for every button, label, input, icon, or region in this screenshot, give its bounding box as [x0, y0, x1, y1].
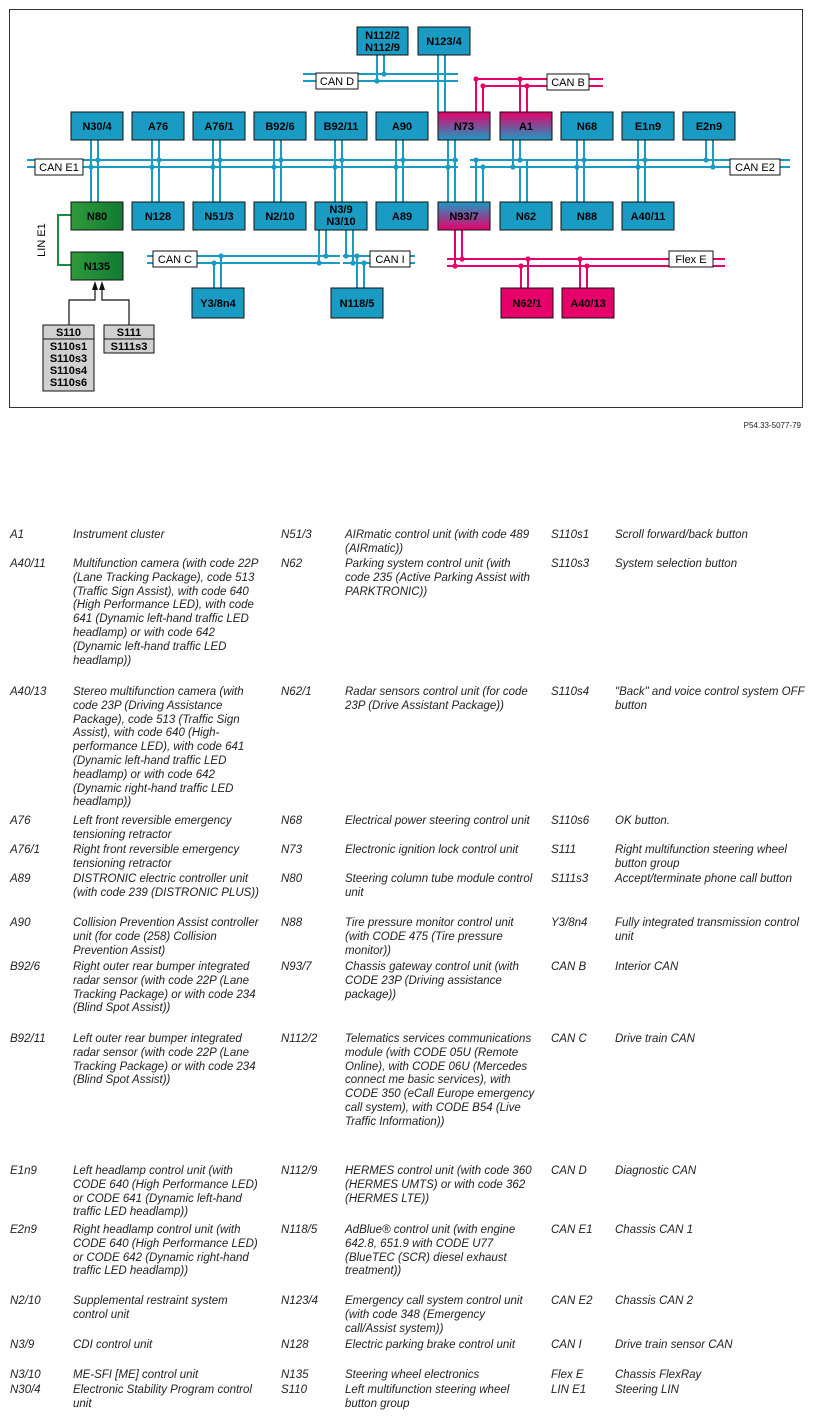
svg-text:CAN D: CAN D [319, 76, 355, 88]
legend-code: E1n9 [10, 1165, 37, 1177]
legend-desc: Collision Prevention Assist controller unit (for code (258) Collision Prevention Assist) [73, 917, 259, 957]
svg-text:A40/11: A40/11 [630, 211, 666, 223]
legend-code: N62/1 [281, 686, 312, 698]
legend-code: CAN I [551, 1339, 582, 1351]
legend-desc: Left front reversible emergency tensioning retractor [73, 815, 232, 841]
svg-text:N123/4: N123/4 [426, 36, 462, 48]
legend-desc: Supplemental restraint system control unit [73, 1295, 228, 1321]
svg-text:N112/9: N112/9 [365, 42, 400, 54]
legend-desc: Steering column tube module control unit [345, 873, 533, 899]
legend-desc: System selection button [615, 558, 738, 570]
legend-code: N118/5 [281, 1224, 318, 1236]
svg-text:Y3/8n4: Y3/8n4 [200, 298, 236, 310]
legend-code: N112/9 [281, 1165, 318, 1177]
legend-code: CAN E2 [551, 1295, 593, 1307]
bus-label-lin-e1: LIN E1 [36, 223, 48, 257]
legend-code: N62 [281, 558, 303, 570]
legend-desc: Left multifunction steering wheel button group [345, 1384, 510, 1410]
legend-desc: Tire pressure monitor control unit (with CODE 475 (Tire pressure monitor)) [345, 917, 514, 957]
svg-text:N3/10: N3/10 [326, 216, 356, 228]
svg-text:N93/7: N93/7 [449, 211, 479, 223]
legend-code: A40/13 [10, 686, 47, 698]
legend-desc: Right multifunction steering wheel button group [615, 844, 787, 870]
svg-text:N2/10: N2/10 [265, 211, 295, 223]
legend-desc: Drive train CAN [615, 1033, 695, 1045]
svg-text:CAN E2: CAN E2 [735, 162, 775, 174]
svg-text:S111: S111 [116, 327, 142, 339]
legend-desc: Diagnostic CAN [615, 1165, 697, 1177]
legend-desc: AIRmatic control unit (with code 489 (AIRmatic)) [345, 529, 530, 555]
legend-desc: Drive train sensor CAN [615, 1339, 733, 1351]
legend-desc: Instrument cluster [73, 529, 165, 541]
legend-code: N80 [281, 873, 303, 885]
legend-desc: Emergency call system control unit (with code 348 (Emergency call/Assist system)) [345, 1295, 523, 1335]
legend-desc: Parking system control unit (with code 235 (Active Parking Assist with PARKTRONIC)) [345, 558, 530, 598]
legend-code: A90 [10, 917, 31, 929]
svg-text:N62: N62 [515, 211, 537, 223]
legend-desc: Fully integrated transmission control unit [615, 917, 800, 943]
legend-desc: Accept/terminate phone call button [615, 873, 793, 885]
legend-desc: Right outer rear bumper integrated radar sensor (with code 22P (Lane Tracking Package) or with code 234 (Blind Spot Assist)) [73, 961, 256, 1015]
legend-code: LIN E1 [551, 1384, 587, 1396]
legend-desc: Chassis FlexRay [615, 1369, 702, 1381]
svg-text:N3/9: N3/9 [329, 204, 353, 216]
legend-code: N112/2 [281, 1033, 318, 1045]
legend-desc: HERMES control unit (with code 360 (HERMES UMTS) or with code 362 (HERMES LTE)) [345, 1165, 532, 1205]
legend-desc: Chassis gateway control unit (with CODE 23P (Driving assistance package)) [345, 961, 519, 1001]
legend-code: N30/4 [10, 1384, 41, 1396]
legend-code: N3/9 [10, 1339, 35, 1351]
svg-text:A40/13: A40/13 [570, 298, 606, 310]
legend-code: Flex E [551, 1369, 584, 1381]
svg-text:A76: A76 [147, 121, 169, 133]
legend-code: N128 [281, 1339, 309, 1351]
svg-text:S110s6: S110s6 [49, 377, 88, 389]
legend-code: S110 [281, 1384, 308, 1396]
legend-code: N88 [281, 917, 303, 929]
svg-text:N73: N73 [453, 121, 475, 133]
legend-desc: Multifunction camera (with code 22P (Lane Tracking Package), code 513 (Traffic Sign Assist), with code 640 (High Performance LED), with code 641 (Dynamic left-hand traffic LED headlamp) or with code 642 (Dynamic left-hand traffic LED headlamp)) [73, 558, 258, 667]
legend-desc: OK button. [615, 815, 670, 827]
svg-text:S111s3: S111s3 [110, 341, 148, 353]
svg-text:A90: A90 [391, 121, 413, 133]
legend-code: S110s1 [551, 529, 590, 541]
legend-code: N2/10 [10, 1295, 41, 1307]
svg-text:N30/4: N30/4 [82, 121, 112, 133]
legend-desc: Left headlamp control unit (with CODE 640 (High Performance LED) or CODE 641 (Dynamic left-hand traffic LED headlamp)) [73, 1165, 258, 1219]
svg-text:B92/6: B92/6 [265, 121, 295, 133]
svg-text:CAN C: CAN C [157, 254, 193, 266]
legend-desc: AdBlue® control unit (with engine 642.8, 651.9 with CODE U77 (BlueTEC (SCR) diesel exhaust treatment)) [345, 1224, 516, 1278]
legend-code: S110s4 [551, 686, 590, 698]
svg-text:S110s3: S110s3 [49, 353, 88, 365]
svg-text:A89: A89 [391, 211, 413, 223]
legend-code: B92/11 [10, 1033, 46, 1045]
svg-text:S110s4: S110s4 [49, 365, 88, 377]
legend-desc: Right front reversible emergency tensioning retractor [73, 844, 240, 870]
legend-desc: Radar sensors control unit (for code 23P (Drive Assistant Package)) [345, 686, 528, 712]
legend-code: N123/4 [281, 1295, 319, 1307]
svg-text:CAN I: CAN I [375, 254, 405, 266]
legend-desc: Electrical power steering control unit [345, 815, 530, 827]
legend-code: CAN B [551, 961, 587, 973]
legend-code: N3/10 [10, 1369, 41, 1381]
legend-desc: Steering wheel electronics [345, 1369, 480, 1381]
legend-desc: Interior CAN [615, 961, 679, 973]
svg-text:E1n9: E1n9 [634, 121, 662, 133]
legend-code: S110s6 [551, 815, 590, 827]
legend-desc: Left outer rear bumper integrated radar sensor (with code 22P (Lane Tracking Package) or with code 234 (Blind Spot Assist)) [73, 1033, 256, 1087]
legend-code: N93/7 [281, 961, 312, 973]
svg-text:A76/1: A76/1 [204, 121, 234, 133]
legend-desc: Right headlamp control unit (with CODE 640 (High Performance LED) or CODE 642 (Dynamic right-hand traffic LED headlamp)) [73, 1224, 258, 1278]
legend-code: N51/3 [281, 529, 312, 541]
legend-desc: Chassis CAN 1 [615, 1224, 693, 1236]
svg-text:N135: N135 [83, 261, 111, 273]
legend-code: Y3/8n4 [551, 917, 588, 929]
legend-code: S111 [551, 844, 577, 856]
legend-desc: ME-SFI [ME] control unit [73, 1369, 199, 1381]
svg-text:Flex E: Flex E [675, 254, 707, 266]
legend-code: CAN E1 [551, 1224, 593, 1236]
legend-desc: DISTRONIC electric controller unit (with code 239 (DISTRONIC PLUS)) [73, 873, 259, 899]
svg-text:S110: S110 [55, 327, 82, 339]
legend-desc: Scroll forward/back button [615, 529, 748, 541]
legend-code: A40/11 [10, 558, 46, 570]
svg-text:N51/3: N51/3 [204, 211, 234, 223]
legend-desc: Electric parking brake control unit [345, 1339, 516, 1351]
svg-text:N68: N68 [576, 121, 598, 133]
svg-text:S110s1: S110s1 [49, 341, 88, 353]
legend-code: E2n9 [10, 1224, 37, 1236]
svg-text:A1: A1 [518, 121, 534, 133]
legend-code: B92/6 [10, 961, 41, 973]
svg-text:N88: N88 [576, 211, 598, 223]
legend-code: CAN D [551, 1165, 587, 1177]
svg-text:B92/11: B92/11 [323, 121, 359, 133]
legend-desc: Telematics services communications module (with CODE 05U (Remote Online), with CODE 06U (Mercedes connect me basic services), with CODE 350 (eCall Europe emergency call system), with CODE B54 (Live Traffic Information)) [345, 1033, 535, 1128]
legend-code: A76/1 [10, 844, 41, 856]
legend-desc: Electronic ignition lock control unit [345, 844, 519, 856]
legend-code: A89 [10, 873, 31, 885]
figure-reference: P54.33-5077-79 [743, 421, 801, 430]
legend-code: N73 [281, 844, 303, 856]
svg-text:E2n9: E2n9 [695, 121, 723, 133]
svg-text:N112/2: N112/2 [365, 30, 400, 42]
svg-text:N118/5: N118/5 [339, 298, 375, 310]
legend-code: A76 [10, 815, 31, 827]
svg-text:CAN B: CAN B [551, 77, 585, 89]
legend-code: CAN C [551, 1033, 587, 1045]
legend-code: N135 [281, 1369, 309, 1381]
legend-code: S110s3 [551, 558, 590, 570]
legend-desc: Stereo multifunction camera (with code 23P (Driving Assistance Package), code 513 (Traffic Sign Assist), with code 640 (High-performance LED), with code 641 (Dynamic left-hand traffic LED headlamp) or with code 642 (Dynamic right-hand traffic LED headlamp)) [73, 686, 245, 809]
legend-code: S111s3 [551, 873, 589, 885]
legend-desc: "Back" and voice control system OFF button [615, 686, 805, 712]
legend-desc: CDI control unit [73, 1339, 153, 1351]
svg-text:CAN E1: CAN E1 [39, 162, 79, 174]
legend-desc: Steering LIN [615, 1384, 679, 1396]
legend-desc: Chassis CAN 2 [615, 1295, 693, 1307]
svg-text:N128: N128 [144, 211, 172, 223]
legend-code: N68 [281, 815, 303, 827]
legend-desc: Electronic Stability Program control unit [73, 1384, 252, 1410]
svg-text:N62/1: N62/1 [512, 298, 542, 310]
legend-code: A1 [10, 529, 25, 541]
svg-text:N80: N80 [86, 211, 108, 223]
